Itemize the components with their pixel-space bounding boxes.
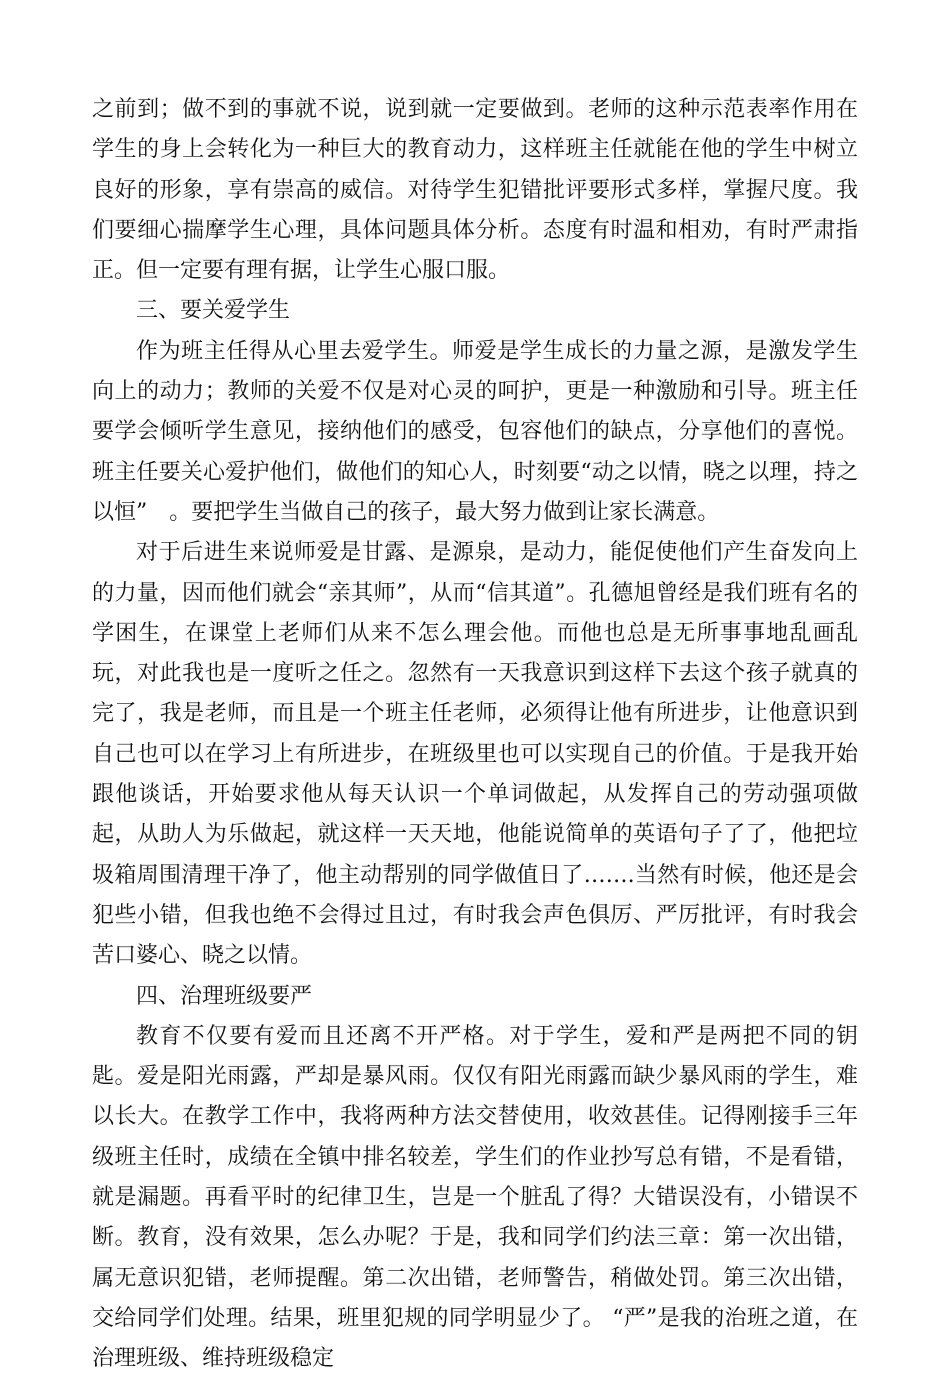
- paragraph-strictness: 教育不仅要有爱而且还离不开严格。对于学生，爱和严是两把不同的钥匙。爱是阳光雨露，严却是暴风雨。仅仅有阳光雨露而缺少暴风雨的学生，难以长大。在教学工作中，我将两种方法交替使用，收效甚佳。记得刚接手三年级班主任时，成绩在全镇中排名较差，学生们的作业抄写总有错，不是看错，就是漏题。再看平时的纪律卫生，岂是一个脏乱了得？大错误没有，小错误不断。教育，没有效果，怎么办呢？于是，我和同学们约法三章：第一次出错，属无意识犯错，老师提醒。第二次出错，老师警告，稍做处罚。第三次出错，交给同学们处理。结果，班里犯规的同学明显少了。 “严”是我的治班之道，在治理班级、维持班级稳定: [92, 1023, 858, 1372]
- paragraph-love-students: 作为班主任得从心里去爱学生。师爱是学生成长的力量之源，是激发学生向上的动力；教师的关爱不仅是对心灵的呵护，更是一种激励和引导。班主任要学会倾听学生意见，接纳他们的感受，包容他们的缺点，分享他们的喜悦。班主任要关心爱护他们，做他们的知心人，时刻要“动之以情，晓之以理，持之以恒” 。要把学生当做自己的孩子，最大努力做到让家长满意。: [92, 338, 858, 525]
- paragraph-underachiever-story: 对于后进生来说师爱是甘露、是源泉，是动力，能促使他们产生奋发向上的力量，因而他们就会“亲其师”，从而“信其道”。孔德旭曾经是我们班有名的学困生，在课堂上老师们从来不怎么理会他。而他也总是无所事事地乱画乱玩，对此我也是一度听之任之。忽然有一天我意识到这样下去这个孩子就真的完了，我是老师，而且是一个班主任老师，必须得让他有所进步，让他意识到自己也可以在学习上有所进步，在班级里也可以实现自己的价值。于是我开始跟他谈话，开始要求他从每天认识一个单词做起，从发挥自己的劳动强项做起，从助人为乐做起，就这样一天天地，他能说简单的英语句子了了，他把垃圾箱周围清理干净了，他主动帮别的同学做值日了…….当然有时候，他还是会犯些小错，但我也绝不会得过且过，有时我会声色俱厉、严厉批评，有时我会苦口婆心、晓之以情。: [92, 540, 858, 969]
- document-body: [92, 90, 858, 1380]
- section-heading-care-students: 三、要关爱学生: [136, 298, 291, 324]
- section-heading-strict-management: 四、治理班级要严: [136, 983, 313, 1009]
- paragraph-exemplary-role: 之前到；做不到的事就不说，说到就一定要做到。老师的这种示范表率作用在学生的身上会转化为一种巨大的教育动力，这样班主任就能在他的学生中树立良好的形象，享有崇高的威信。对待学生犯错批评要形式多样，掌握尺度。我们要细心揣摩学生心理，具体问题具体分析。态度有时温和相劝，有时严肃指正。但一定要有理有据，让学生心服口服。: [92, 97, 858, 284]
